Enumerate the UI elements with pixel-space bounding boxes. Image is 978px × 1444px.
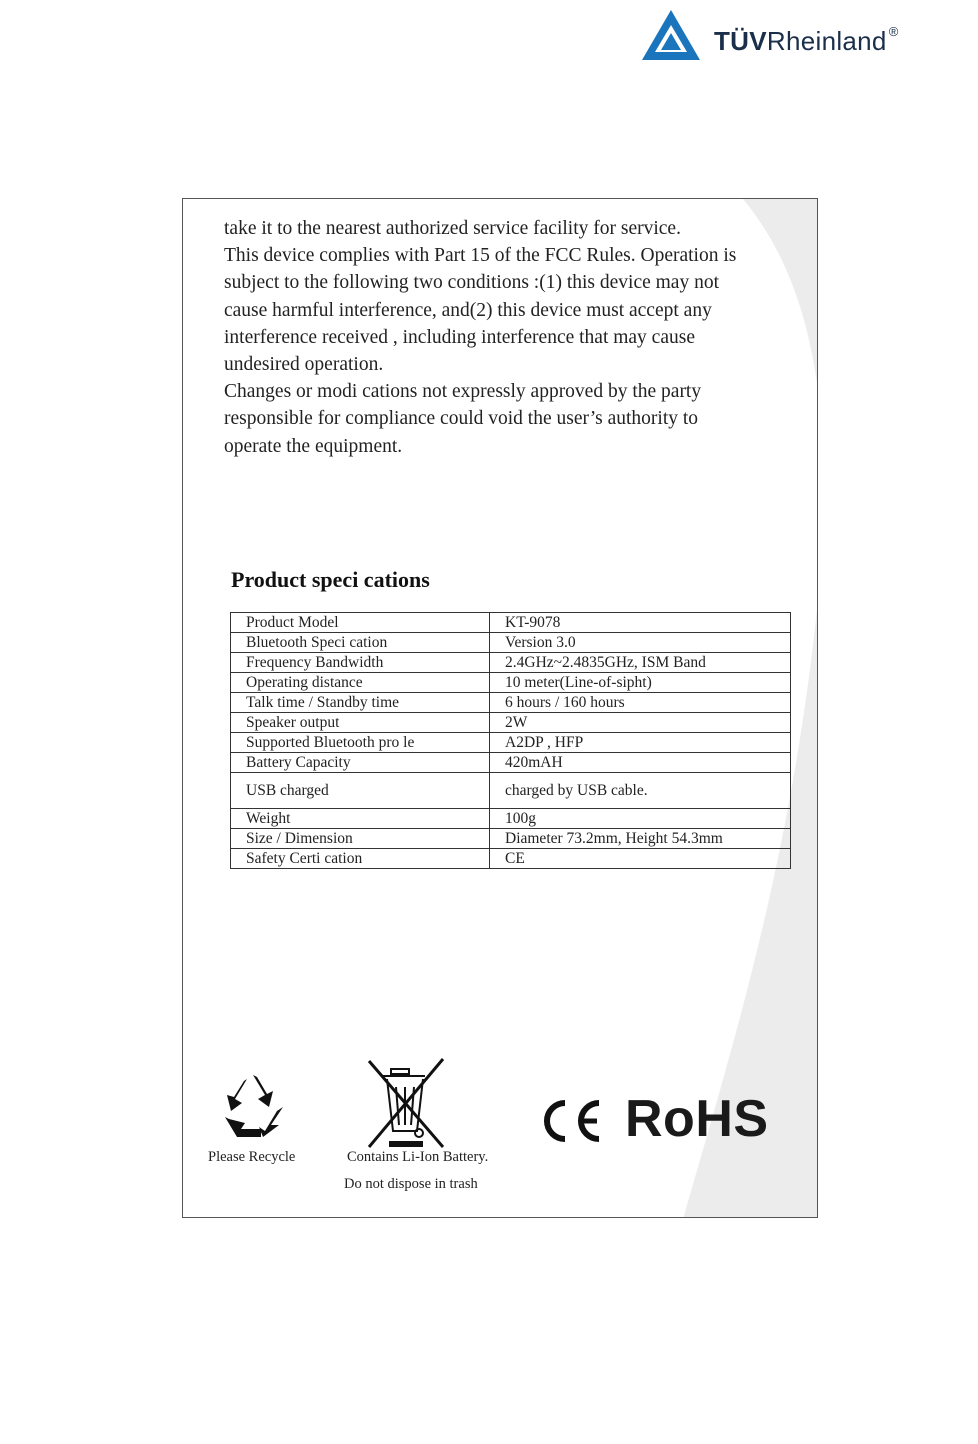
table-row <box>231 673 791 693</box>
logo-wordmark: TÜVRheinland ® <box>714 24 899 56</box>
spec-label: Bluetooth Speci cation <box>231 633 490 653</box>
table-row <box>231 753 791 773</box>
table-row <box>231 733 791 753</box>
tuv-triangle-icon <box>640 8 702 62</box>
tuv-rheinland-logo <box>640 8 960 66</box>
spec-value: 10 meter(Line-of-sipht) <box>490 673 791 693</box>
spec-value: 2.4GHz~2.4835GHz, ISM Band <box>490 653 791 673</box>
spec-value: Version 3.0 <box>490 633 791 653</box>
table-row <box>231 849 791 869</box>
spec-value: charged by USB cable. <box>490 773 791 809</box>
table-row <box>231 693 791 713</box>
spec-value: 6 hours / 160 hours <box>490 693 791 713</box>
ce-mark-icon <box>537 1097 605 1145</box>
table-row <box>231 713 791 733</box>
specs-heading: Product speci cations <box>231 567 430 592</box>
crossed-bin-icon <box>363 1055 449 1151</box>
spec-label: Size / Dimension <box>231 829 490 849</box>
recycle-caption: Please Recycle <box>208 1149 296 1165</box>
spec-value: A2DP , HFP <box>490 733 791 753</box>
spec-label: Weight <box>231 809 490 829</box>
spec-label: Frequency Bandwidth <box>231 653 490 673</box>
table-row <box>231 653 791 673</box>
spec-value: Diameter 73.2mm, Height 54.3mm <box>490 829 791 849</box>
spec-label: USB charged <box>231 773 490 809</box>
table-row <box>231 633 791 653</box>
spec-label: Supported Bluetooth pro le <box>231 733 490 753</box>
spec-label: Safety Certi cation <box>231 849 490 869</box>
table-row <box>231 829 791 849</box>
spec-value: KT-9078 <box>490 613 791 633</box>
spec-label: Product Model <box>231 613 490 633</box>
spec-value: 2W <box>490 713 791 733</box>
spec-value: 100g <box>490 809 791 829</box>
battery-caption-line2: Do not dispose in trash <box>344 1176 478 1192</box>
spec-label: Speaker output <box>231 713 490 733</box>
rohs-mark: RoHS <box>625 1090 769 1148</box>
manual-page <box>182 198 818 1218</box>
specs-table <box>230 612 791 869</box>
compliance-text: take it to the nearest authorized service facility for service. This device complies with Part 15 of the FCC Rules. Operation is subject to the following two conditions :(1) this device may not cause harmful interference, and(2) this device must accept any interference received , including interference that may cause undesired operation. Changes or modi cations not expressly approved by the party responsible for compliance could void the user’s authority to operate the equipment. <box>224 218 737 457</box>
spec-label: Talk time / Standby time <box>231 693 490 713</box>
spec-label: Operating distance <box>231 673 490 693</box>
spec-value: 420mAH <box>490 753 791 773</box>
table-row <box>231 809 791 829</box>
table-row <box>231 773 791 809</box>
battery-caption-line1: Contains Li-Ion Battery. <box>347 1149 489 1165</box>
spec-value: CE <box>490 849 791 869</box>
recycle-icon <box>217 1071 289 1141</box>
table-row <box>231 613 791 633</box>
spec-label: Battery Capacity <box>231 753 490 773</box>
